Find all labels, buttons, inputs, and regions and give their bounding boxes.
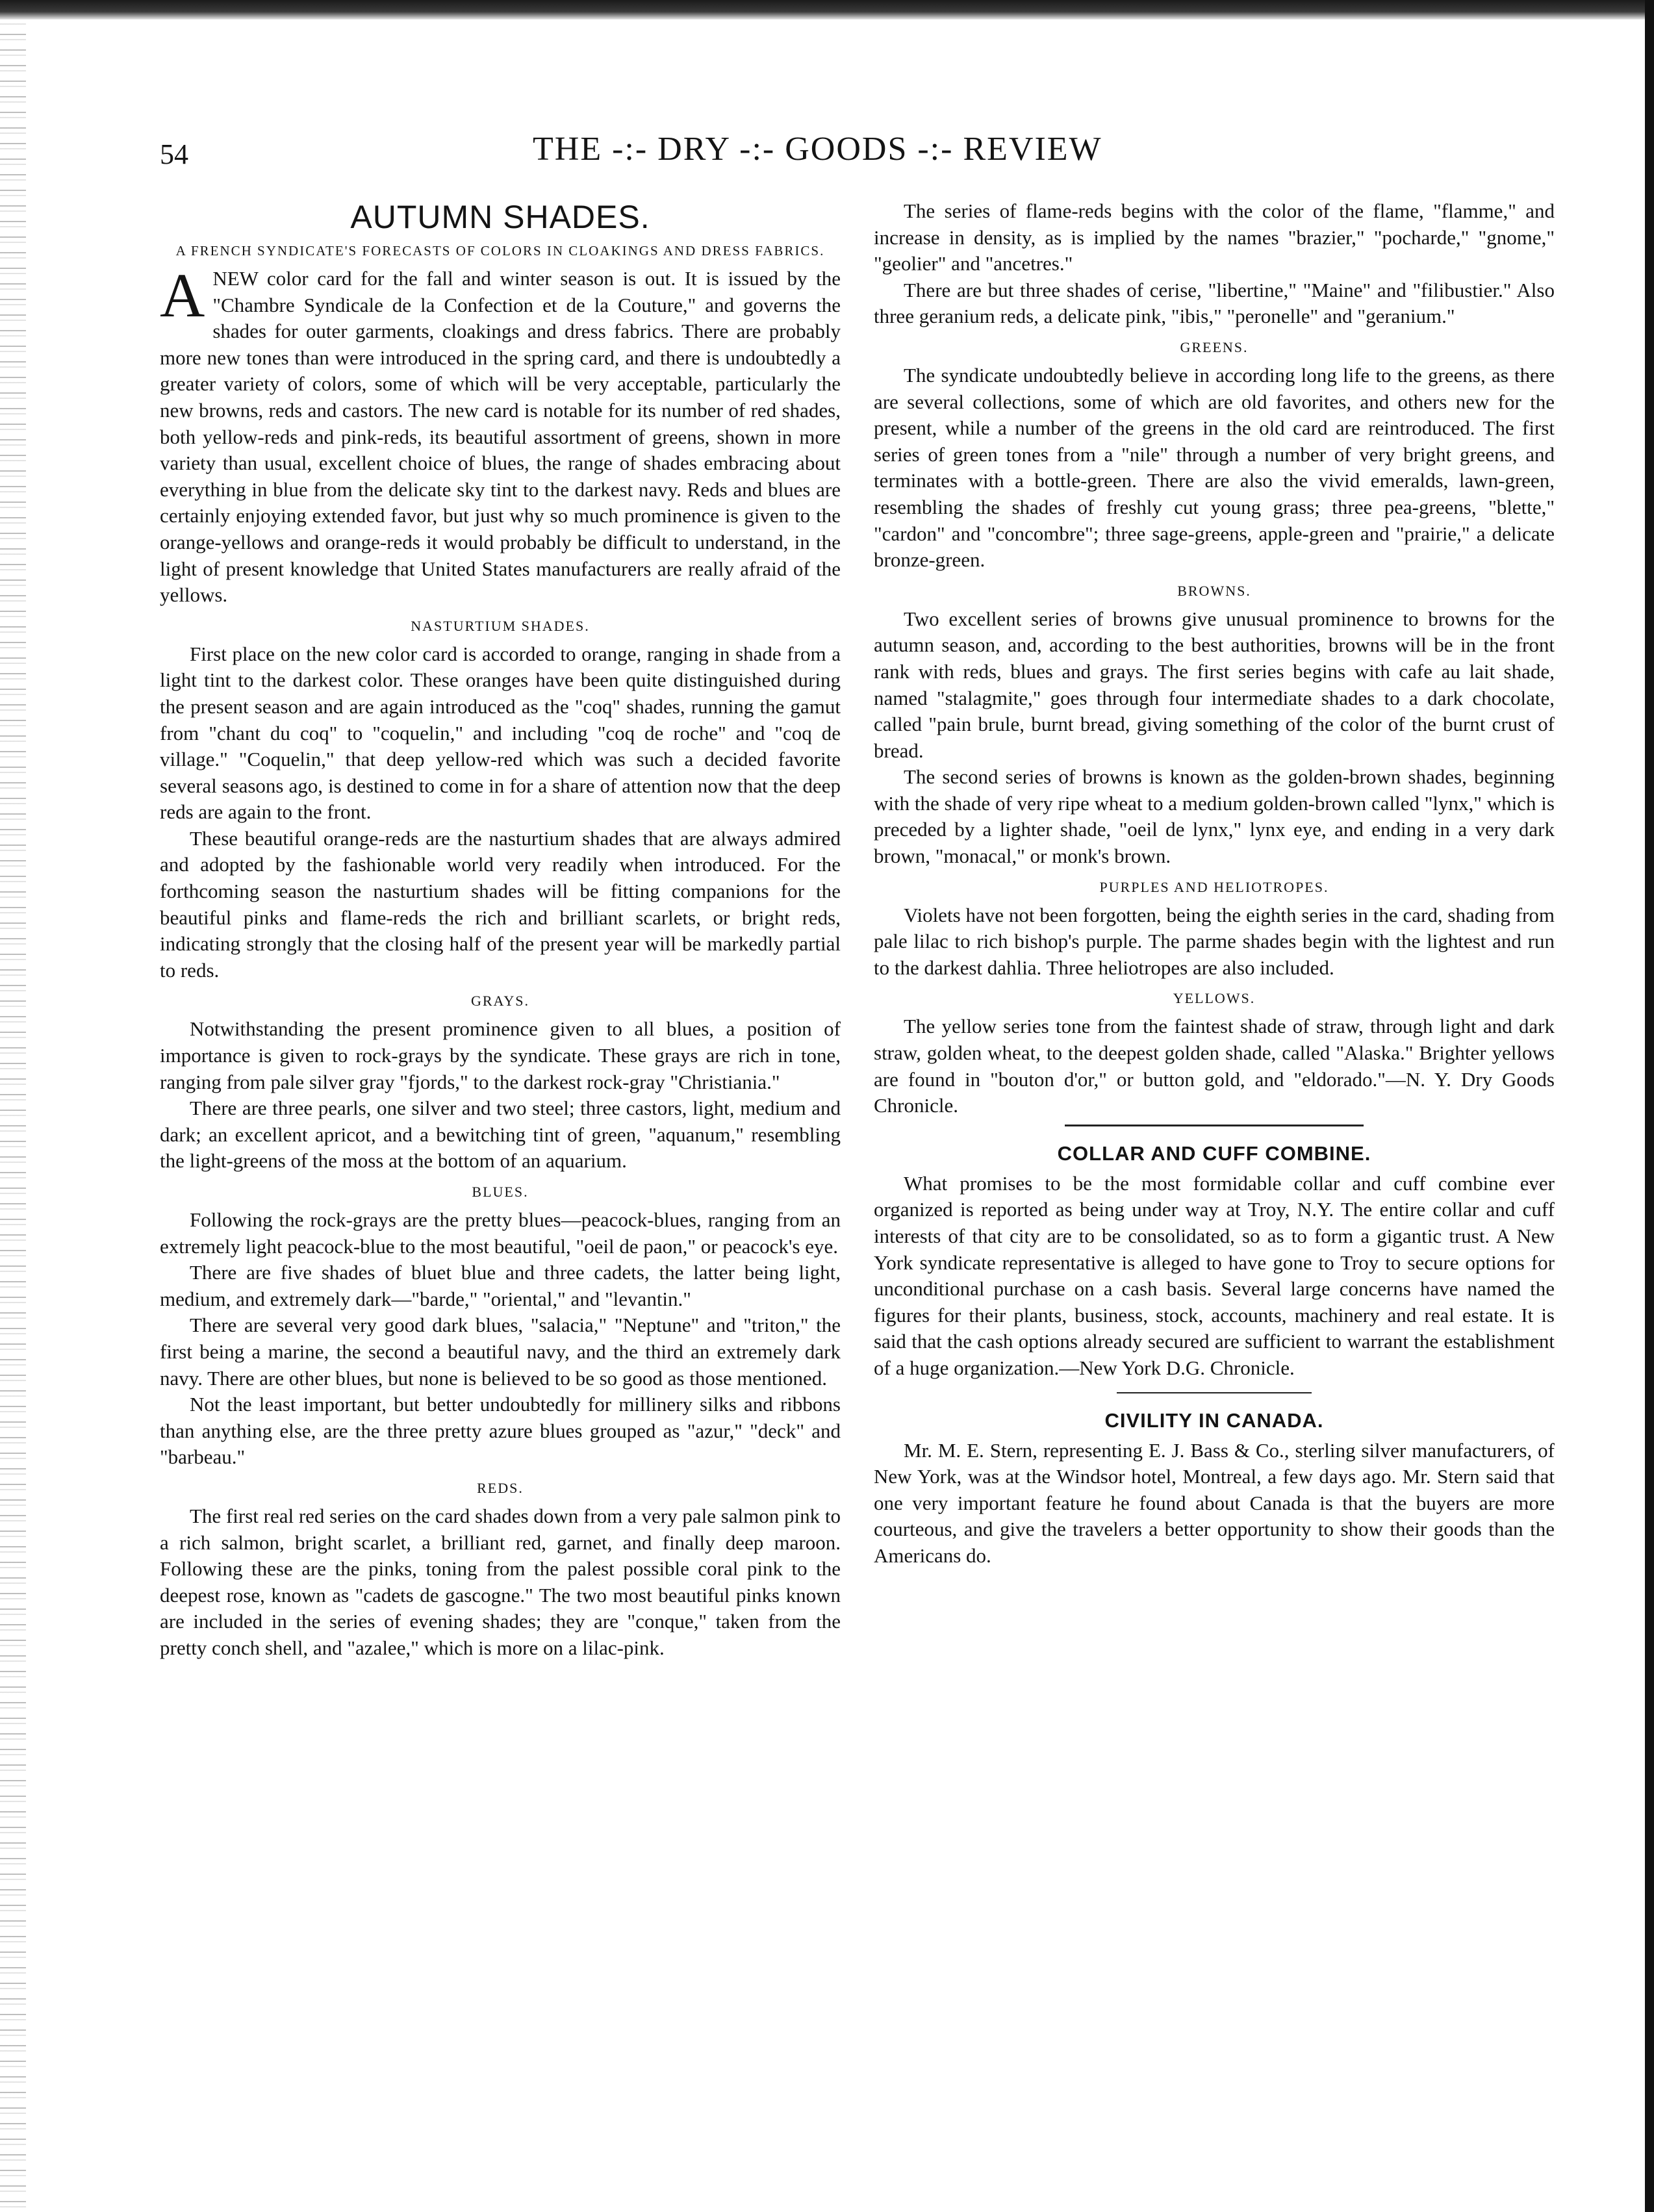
intro-text: NEW color card for the fall and winter season is out. It is issued by the "Chambre Syndicale de la Confection et de la Couture," and governs the shades for outer garments, cloakings and dress fabrics. There are probably more new tones than were introduced in the spring card, and there is undoubtedly a greater variety of colors, some of which will be very acceptable, particularly the new browns, reds and castors. The new card is notable for its number of red shades, both yellow-reds and pink-reds, its beautiful assortment of greens, shown in more variety than usual, excellent choice of blues, the range of shades embracing about everything in blue from the delicate sky tint to the darkest navy. Reds and blues are certainly enjoying extended favor, but just why so much prominence is given to the orange-yellows and orange-reds it would probably be difficult to understand, in the light of present knowledge that United States manufacturers are really afraid of the yellows. [160,267,841,607]
right-column [874,198,1555,1570]
paragraph: The yellow series tone from the faintest shade of straw, through light and dark straw, golden wheat, to the deepest golden shade, called "Alaska." Brighter yellows are found in "bouton d'or," or button gold, and "eldorado."—N. Y. Dry Goods Chronicle. [874,1015,1555,1117]
page-number: 54 [160,138,188,170]
subhead-purples: PURPLES AND HELIOTROPES. [1099,878,1329,895]
paragraph: The first real red series on the card shades down from a very pale salmon pink to a rich salmon, bright scarlet, a brilliant red, garnet, and finally deep maroon. Following these are the pinks, toning from the palest possible coral pink to the deepest rose, known as "cadets de gascogne." The two most beautiful pinks known are included in the series of evening shades; they are "conque," taken from the pretty conch shell, and "azalee," which is more on a lilac-pink. [160,1504,841,1659]
left-column [160,198,841,1662]
paragraph: Violets have not been forgotten, being the eighth series in the card, shading from pale lilac to rich bishop's purple. The parme shades begin with the lightest and run to the darkest dahlia. Three heliotropes are also included. [874,903,1555,979]
intro-paragraph [160,261,841,609]
paragraph: First place on the new color card is accorded to orange, ranging in shade from a light tint to the darkest color. These oranges have been quite distinguished during the present season and are again introduced as the "coq" shades, running the gamut from "chant du coq" to "coquelin," and including "coq de roche" and "coq de village." "Coquelin," that deep yellow-red which was such a decided favorite several seasons ago, is destined to come in for a share of attention now that the deep reds are again to the front. [160,642,841,824]
paragraph: Not the least important, but better undoubtedly for millinery silks and ribbons than anything else, are the three pretty azure blues grouped as "azur," "deck" and "barbeau." [160,1393,841,1469]
paragraph: Following the rock-grays are the pretty blues—peacock-blues, ranging from an extremely light peacock-blue to the most beautiful, "oeil de paon," or peacock's eye. [160,1208,841,1258]
civility-title: CIVILITY IN CANADA. [1104,1408,1324,1432]
subhead-grays: GRAYS. [470,993,530,1010]
paragraph: Two excellent series of browns give unusual prominence to browns for the autumn season, and, according to the best authorities, browns will be in the front rank with reds, blues and grays. The first series begins with cafe au lait shade, named "stalagmite," goes through four intermediate shades to a dark chocolate, called "pain brule, burnt bread, giving something of the color of the burnt crust of bread. [874,607,1555,762]
paragraph: There are but three shades of cerise, "libertine," "Maine" and "filibustier." Also three geranium reds, a delicate pink, "ibis," "peronelle" and "geranium." [874,278,1555,328]
paragraph: The second series of browns is known as the golden-brown shades, beginning with the shade of very ripe wheat to a medium golden-brown called "lynx," which is preceded by a lighter shade, "oeil de lynx," lynx eye, and ending in a very dark brown, "monacal," or monk's brown. [874,765,1555,868]
paragraph: There are three pearls, one silver and two steel; three castors, light, medium and dark; an excellent apricot, and a bewitching tint of green, "aquanum," resembling the light-greens of the moss at the bottom of an aquarium. [160,1097,841,1173]
collar-title: COLLAR AND CUFF COMBINE. [1057,1141,1371,1165]
running-head: THE -:- DRY -:- GOODS -:- REVIEW [533,131,1102,168]
civility-paragraph: Mr. M. E. Stern, representing E. J. Bass & Co., sterling silver manufacturers, of New York, was at the Windsor hotel, Montreal, a few days ago. Mr. Stern said that one very important feature he found about Canada is that the buyers are more courteous, and give the travelers a better opportunity to show their goods than the Americans do. [874,1438,1555,1567]
drop-cap: A [160,261,205,330]
paragraph: These beautiful orange-reds are the nasturtium shades that are always admired and adopted by the fashionable world very readily when introduced. For the forthcoming season the nasturtium shades will be fitting companions for the beautiful pinks and flame-reds the rich and brilliant scarlets, or bright reds, indicating strongly that the closing half of the present year will be markedly partial to reds. [160,826,841,982]
section-rule [1117,1392,1312,1393]
section-rule [1065,1125,1364,1126]
subhead-blues: BLUES. [472,1184,529,1200]
article-deck: A FRENCH SYNDICATE'S FORECASTS OF COLORS IN CLOAKINGS AND DRESS FABRICS. [175,243,825,259]
scan-edge-right [1645,0,1654,2212]
subhead-reds: REDS. [477,1479,524,1496]
paragraph: There are several very good dark blues, "salacia," "Neptune" and "triton," the first being a marine, the second a beautiful navy, and the third an extremely dark navy. There are other blues, but none is believed to be so good as those mentioned. [160,1314,841,1390]
scan-edge-top [0,0,1654,19]
subhead-greens: GREENS. [1180,338,1249,355]
paragraph: The syndicate undoubtedly believe in according long life to the greens, as there are several collections, some of which are old favorites, and others new for the present, while a number of the greens in the old card are reintroduced. The first series of green tones from a "nile" through a number of very bright greens, and terminates with a bottle-green. There are also the vivid emeralds, lawn-green, resembling the shades of freshly cut young grass; three pea-greens, "blette," "cardon" and "concombre"; three sage-greens, apple-green and "prairie," a delicate bronze-green. [874,363,1555,572]
paragraph: There are five shades of bluet blue and three cadets, the latter being light, medium, and extremely dark—"barde," "oriental," and "levantin." [160,1261,841,1310]
subhead-browns: BROWNS. [1177,582,1251,599]
subhead-yellows: YELLOWS. [1173,990,1256,1007]
subhead-nasturtium: NASTURTIUM SHADES. [411,617,590,634]
collar-paragraph: What promises to be the most formidable collar and cuff combine ever organized is reported as being under way at Troy, N.Y. The entire collar and cuff interests of that city are to be consolidated, so as to form a gigantic trust. A New York syndicate representative is alleged to have gone to Troy to secure options for unconditional purchase on a cash basis. Several large concerns have named the figures for their plants, business, stock, accounts, machinery and real estate. It is said that the cash options already secured are sufficient to warrant the establishment of a huge organization.—New York D.G. Chronicle. [874,1171,1555,1379]
scan-edge-left [0,19,26,2212]
paragraph: The series of flame-reds begins with the color of the flame, "flamme," and increase in density, as is implied by the names "brazier," "pocharde," "gnome," "geolier" and "ancetres." [874,199,1555,275]
paragraph: Notwithstanding the present prominence given to all blues, a position of importance is given to rock-grays by the syndicate. These grays are rich in tone, ranging from pale silver gray "fjords," to the darkest rock-gray "Christiania." [160,1017,841,1093]
article-title: AUTUMN SHADES. [350,199,650,235]
